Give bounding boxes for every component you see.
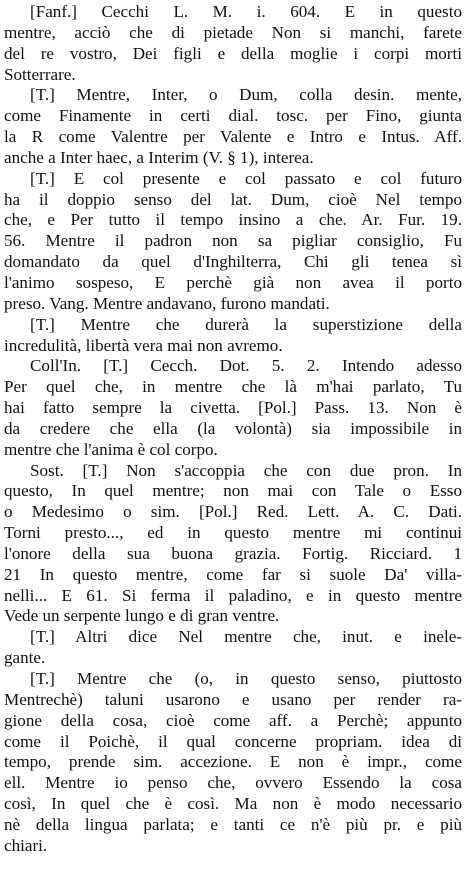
text-line: questo, In quel mentre; non mai con Tale o Esso — [4, 481, 462, 501]
text-line: Vede un serpente lungo e di gran ventre. — [4, 606, 280, 626]
text-line: 56. Mentre il padron non sa pigliar consiglio, Fu — [4, 231, 462, 251]
text-line: nè della lingua parlata; e tanti ce n'è più pr. e più — [4, 814, 462, 834]
text-line: 21 In questo mentre, come far si suole Da' villa- — [4, 564, 462, 584]
text-line: Mentrechè) taluni usarono e usano per render ra- — [4, 689, 462, 709]
text-line: l'animo sospeso, E perchè già non avea il porto — [4, 272, 462, 292]
dictionary-paragraph — [4, 315, 462, 357]
text-line: Coll'In. [T.] Cecch. Dot. 5. 2. Intendo adesso — [30, 356, 462, 376]
text-line: incredulità, libertà vera mai non avremo. — [4, 335, 283, 355]
text-line: o Medesimo o sim. [Pol.] Red. Lett. A. C. Dati. — [4, 502, 462, 522]
text-line: Sotterrare. — [4, 64, 76, 84]
dictionary-paragraph — [4, 2, 462, 85]
text-line: la R come Valentre per Valente e Intro e Intus. Aff. — [4, 127, 462, 147]
text-line: da credere che ella (la volontà) sia impossibile in — [4, 418, 462, 438]
text-line: Per quel che, in mentre che là m'hai parlato, Tu — [4, 377, 462, 397]
dictionary-paragraph — [4, 356, 462, 460]
text-line: [Fanf.] Cecchi L. M. i. 604. E in questo — [30, 2, 462, 21]
text-line: [T.] Mentre che durerà la superstizione della — [30, 314, 462, 334]
text-line: [T.] Altri dice Nel mentre che, inut. e inele- — [30, 627, 462, 647]
text-line: domandato da quel d'Inghilterra, Chi gli tenea sì — [4, 252, 462, 272]
text-line: gante. — [4, 648, 46, 668]
text-line: come il Poichè, il qual concerne propriam. idea di — [4, 731, 462, 751]
text-line: l'onore della sua buona grazia. Fortig. Ricciard. 1 — [4, 543, 462, 563]
text-line: nelli... E 61. Si ferma il paladino, e in questo mentre — [4, 585, 462, 605]
text-line: tempo, prende sim. accezione. E non è impr., come — [4, 752, 462, 772]
text-line: che, e Per tutto il tempo insino a che. Ar. Fur. 19. — [4, 210, 462, 230]
text-line: chiari. — [4, 835, 48, 855]
text-line: [T.] Mentre, Inter, o Dum, colla desin. mente, — [30, 85, 462, 105]
text-line: [T.] Mentre che (o, in questo senso, piuttosto — [30, 669, 462, 688]
text-line: come Finamente in certi dial. tosc. per Fino, giunta — [4, 106, 462, 126]
text-line: così, In quel che è così. Ma non è modo necessario — [4, 794, 462, 814]
dictionary-paragraph — [4, 627, 462, 669]
text-line: mentre che l'anima è col corpo. — [4, 439, 218, 459]
dictionary-paragraph — [4, 669, 462, 857]
text-line: gione della cosa, cioè come aff. a Perchè; appunto — [4, 710, 462, 730]
text-line: anche a Inter haec, a Interim (V. § 1), interea. — [4, 147, 314, 167]
text-line: hai fatto sempre la civetta. [Pol.] Pass. 13. Non è — [4, 398, 462, 418]
text-line: del re vostro, Dei figli e della moglie i corpi morti — [4, 43, 462, 63]
text-line: ell. Mentre io penso che, ovvero Essendo la cosa — [4, 773, 462, 793]
dictionary-paragraph — [4, 461, 462, 628]
text-line: Sost. [T.] Non s'accoppia che con due pron. In — [30, 460, 462, 480]
text-line: [T.] E col presente e col passato e col futuro — [30, 168, 462, 188]
text-line: ha il doppio senso del lat. Dum, cioè Nel tempo — [4, 189, 462, 209]
text-line: Torni presto..., ed in questo mentre mi continui — [4, 523, 462, 543]
text-line: preso. Vang. Mentre andavano, furono mandati. — [4, 293, 330, 313]
dictionary-paragraph — [4, 85, 462, 168]
text-line: mentre, acciò che di pietade Non si manchi, farete — [4, 22, 462, 42]
dictionary-paragraph — [4, 169, 462, 315]
